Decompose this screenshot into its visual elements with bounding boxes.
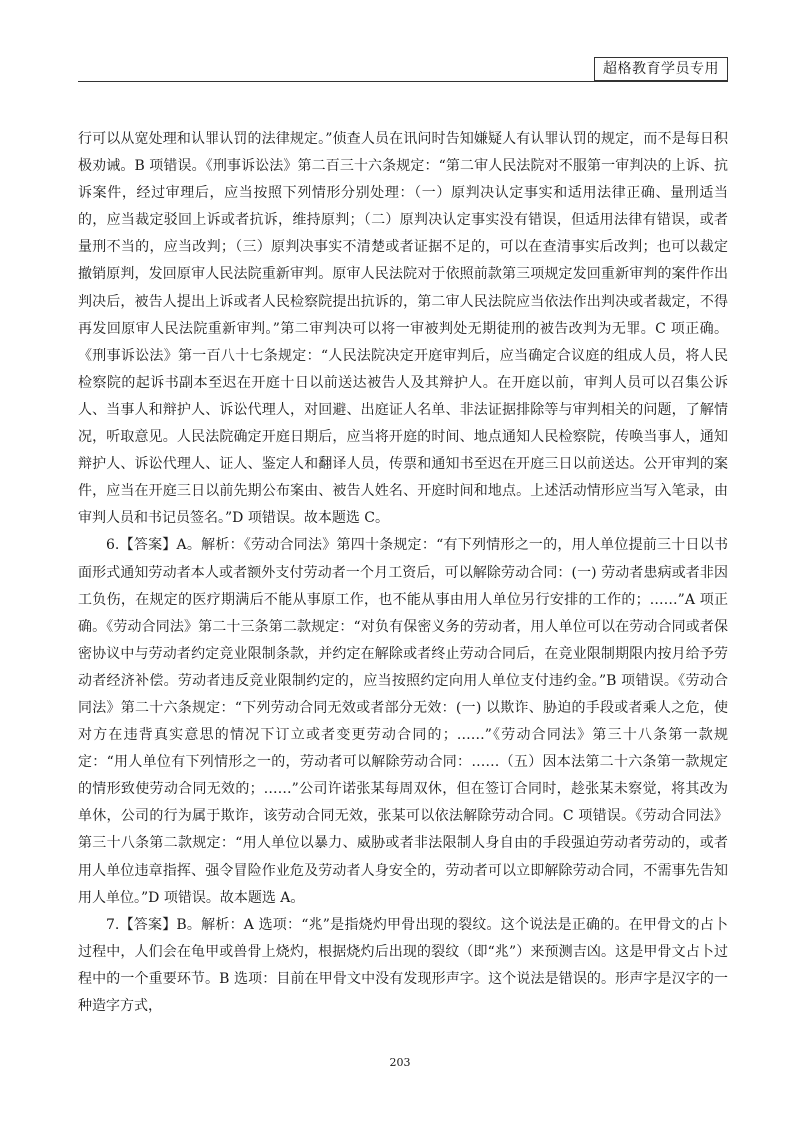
paragraph-answer-6: 6.【答案】A。解析：《劳动合同法》第四十条规定：“有下列情形之一的，用人单位提前三十日以书面形式通知劳动者本人或者额外支付劳动者一个月工资后，可以解除劳动合同：(一) 劳动者患病或者非因工负伤，在规定的医疗期满后不能从事原工作，也不能从事由用人单位另行安排的工作的；……”A 项正确。《劳动合同法》第二十三条第二款规定：“对负有保密义务的劳动者，用人单位可以在劳动合同或者保密协议中与劳动者约定竞业限制条款，并约定在解除或者终止劳动合同后，在竞业限制期限内按月给予劳动者经济补偿。劳动者违反竞业限制约定的，应当按照约定向用人单位支付违约金。”B 项错误。《劳动合同法》第二十六条规定：“下列劳动合同无效或者部分无效：(一) 以欺诈、胁迫的手段或者乘人之危，使对方在违背真实意思的情况下订立或者变更劳动合同的；……”《劳动合同法》第三十八条第一款规定：“用人单位有下列情形之一的，劳动者可以解除劳动合同：……（五）因本法第二十六条第一款规定的情形致使劳动合同无效的；……”公司许诺张某每周双休，但在签订合同时，趁张某未察觉，将其改为单休，公司的行为属于欺诈，该劳动合同无效，张某可以依法解除劳动合同。C 项错误。《劳动合同法》第三十八条第二款规定：“用人单位以暴力、威胁或者非法限制人身自由的手段强迫劳动者劳动的，或者用人单位违章指挥、强令冒险作业危及劳动者人身安全的，劳动者可以立即解除劳动合同，不需事先告知用人单位。”D 项错误。故本题选 A。	[78, 537, 728, 906]
header-divider	[78, 81, 728, 82]
paragraph-answer-7: 7.【答案】B。解析：A 选项：“兆”是指烧灼甲骨出现的裂纹。这个说法是正确的。在甲骨文的占卜过程中，人们会在龟甲或兽骨上烧灼，根据烧灼后出现的裂纹（即“兆”）来预测吉凶。这是甲骨文占卜过程中的一个重要环节。B 选项：目前在甲骨文中没有发现形声字。这个说法是错误的。形声字是汉字的一种造字方式，	[78, 916, 728, 1014]
paragraph-continuation: 行可以从宽处理和认罪认罚的法律规定。”侦查人员在讯问时告知嫌疑人有认罪认罚的规定，而不是每日积极劝诫。B 项错误。《刑事诉讼法》第二百三十六条规定：“第二审人民法院对不服第一审判决的上诉、抗诉案件，经过审理后，应当按照下列情形分别处理：（一）原判决认定事实和适用法律正确、量刑适当的，应当裁定驳回上诉或者抗诉，维持原判；（二）原判决认定事实没有错误，但适用法律有错误，或者量刑不当的，应当改判；（三）原判决事实不清楚或者证据不足的，可以在查清事实后改判；也可以裁定撤销原判，发回原审人民法院重新审判。原审人民法院对于依照前款第三项规定发回重新审判的案件作出判决后，被告人提出上诉或者人民检察院提出抗诉的，第二审人民法院应当依法作出判决或者裁定，不得再发回原审人民法院重新审判。”第二审判决可以将一审被判处无期徒刑的被告改判为无罪。C 项正确。《刑事诉讼法》第一百八十七条规定：“人民法院决定开庭审判后，应当确定合议庭的组成人员，将人民检察院的起诉书副本至迟在开庭十日以前送达被告人及其辩护人。在开庭以前，审判人员可以召集公诉人、当事人和辩护人、诉讼代理人，对回避、出庭证人名单、非法证据排除等与审判相关的问题，了解情况，听取意见。人民法院确定开庭日期后，应当将开庭的时间、地点通知人民检察院，传唤当事人，通知辩护人、诉讼代理人、证人、鉴定人和翻译人员，传票和通知书至迟在开庭三日以前送达。公开审判的案件，应当在开庭三日以前先期公布案由、被告人姓名、开庭时间和地点。上述活动情形应当写入笔录，由审判人员和书记员签名。”D 项错误。故本题选 C。	[78, 131, 728, 527]
header-label: 超格教育学员专用	[594, 57, 728, 81]
page-number: 203	[389, 1056, 411, 1069]
page-body	[78, 126, 728, 1020]
